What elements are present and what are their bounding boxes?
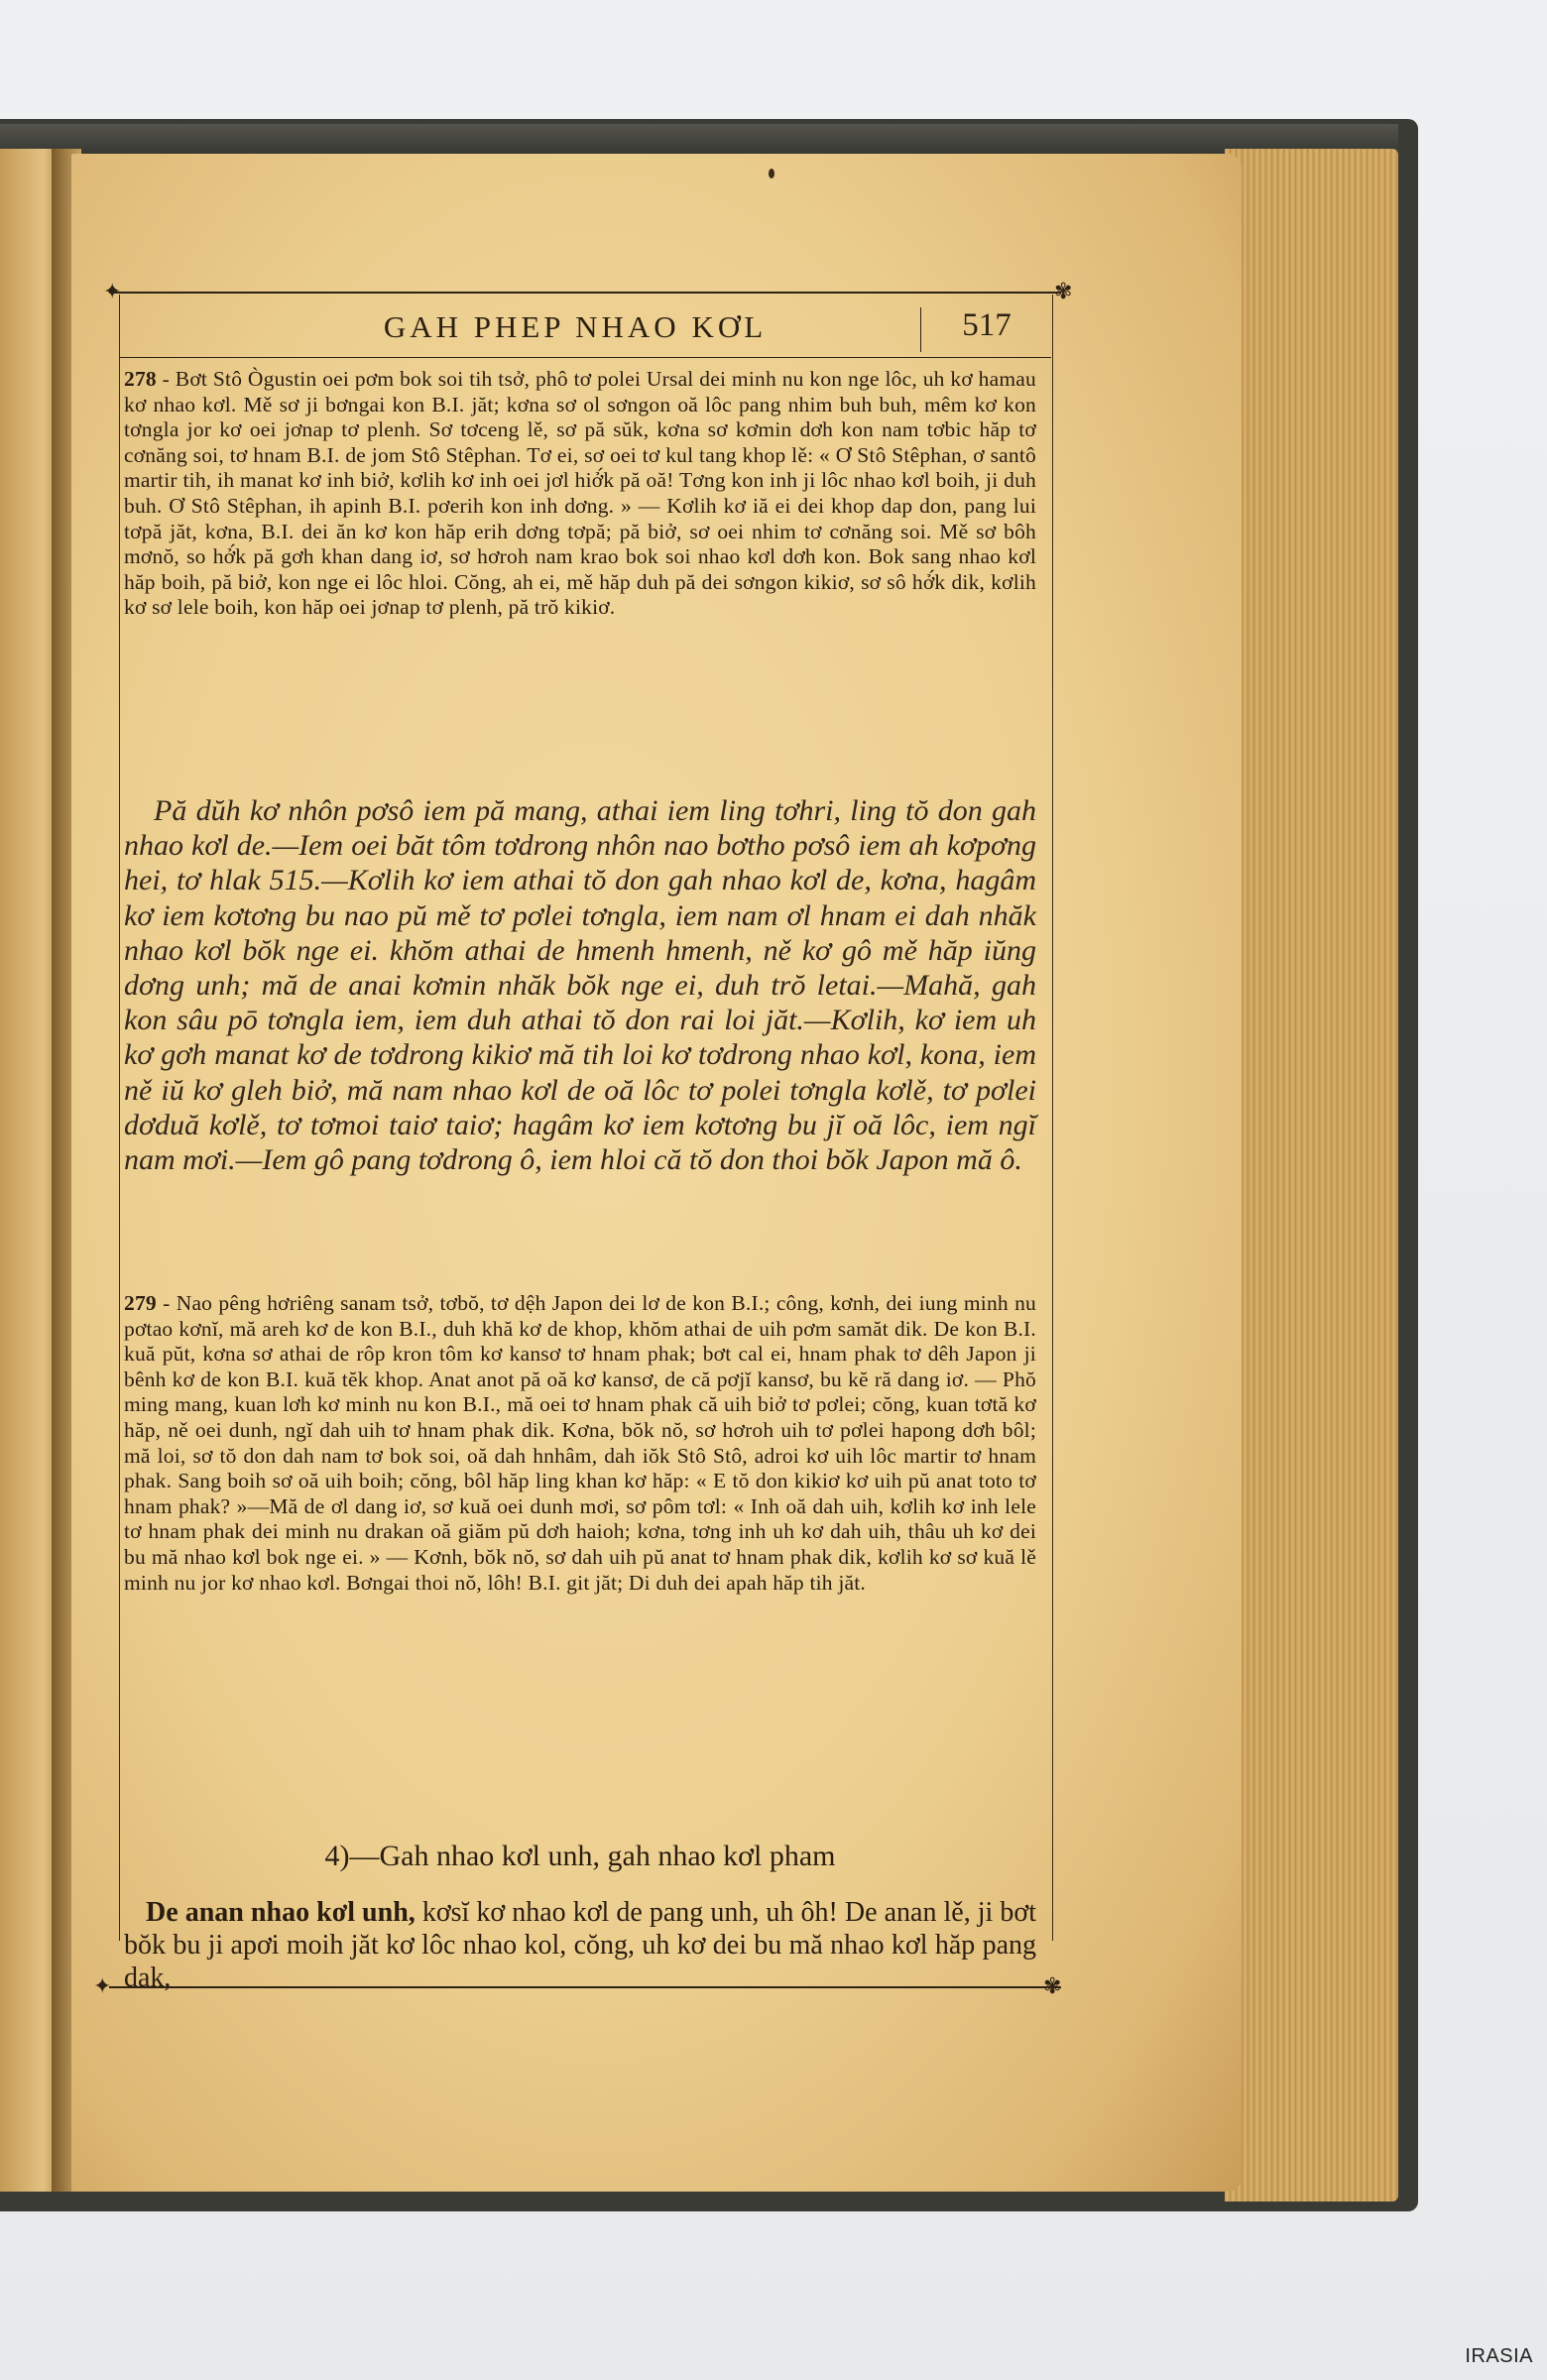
page-number: 517 — [962, 307, 1012, 343]
paragraph-number: 279 — [124, 1291, 157, 1315]
paragraph-body: - Bơt Stô Ògustin oei pơm bok soi tih tsở, phô tơ polei Ursal dei minh nu kon nge lôc, uh kơ hamau kơ nhao kơl. Mě sơ ji bơngai kon B.I. jăt; kơna sơ ol sơngon oă lôc pang nhim buh buh, mêm kơ kon tơngla jor kơ oei jơnap tơ plenh. Sơ tơceng lě, sơ pă sŭk, kơna sơ kơmin dơh kon nam tơbic hăp tơ cơnăng soi, tơ hnam B.I. de jom Stô Stêphan. Tơ ei, sơ oei tơ kul tang khop lě: « Ơ Stô Stêphan, ơ santô martir tih, ih manat kơ inh biở, kơlih kơ inh oei jơl hiở́k pă oă! Tơng kon inh ji lôc nhao kơl boih, ji duh buh. Ơ Stô Stêphan, ih apinh B.I. pơerih kon inh dơng. » — Kơlih kơ iă ei dei khop dap don, pang lui tơpă jăt, kơna, B.I. dei ăn kơ kon hăp erih dơng tơpă; pă biở, sơ oei nhim tơ cơnăng soi. Mě sơ bôh mơnŏ, so hở́k pă gơh khan dang iơ, sơ hơroh nam krao bok soi nhao kơl dơh kon. Bok sang nhao kơl hăp boih, pă biở, kon nge ei lôc hloi. Cŏng, ah ei, mě hăp duh pă dei sơngon kikiơ, sơ sô hở́k dik, kơlih kơ sơ lele boih, kon hăp oei jơnap tơ plenh, pă trŏ kikiơ. — [124, 367, 1036, 620]
closing-body: kơsĭ kơ nhao kơl de pang unh, uh ôh! De anan lě, ji bơt bŏk bu ji apơi moih jăt kơ lôc nhao kol, cŏng, uh kơ dei bu mă nhao kơl hăp pang dak, — [124, 1897, 1036, 1993]
watermark: IRASIA — [1465, 2345, 1533, 2367]
corner-ornament-icon: ✾ — [1043, 1974, 1062, 1999]
header-separator — [920, 307, 921, 352]
ink-speck — [769, 169, 774, 178]
bottom-rule — [109, 1986, 1061, 1988]
closing-paragraph — [124, 1896, 1036, 1994]
page-edges — [1225, 149, 1398, 2202]
italic-paragraph: Pă dŭh kơ nhôn pơsô iem pă mang, athai iem ling tơhri, ling tŏ don gah nhao kơl de.—Iem oei băt tôm tơdrong nhôn nao bơtho pơsô iem ah kơpơng hei, tơ hlak 515.—Kơlih kơ iem athai tŏ don gah nhao kơl de, kơna, hagâm kơ iem kơtơng bu nao pŭ mě tơ pơlei tơngla, iem nam ơl hnam ei dah nhăk nhao kơl bŏk nge ei. khŏm athai de hmenh hmenh, ně kơ gô mě hăp iŭng dơng unh; mă de anai kơmin nhăk bŏk nge ei, duh trŏ letai.—Mahă, gah kon sâu pō tơngla iem, iem duh athai tŏ don rai loi jăt.—Kơlih, kơ iem uh kơ gơh manat kơ de tơdrong kikiơ mă tih loi kơ tơdrong nhao kơl, kona, iem ně iŭ kơ gleh biở, mă nam nhao kơl de oă lôc tơ polei tơngla kơlě, tơ pơlei dơduă kơlě, tơ tơmoi taiơ taiơ; hagâm kơ iem kơtơng bu jĭ oă lôc, iem ngĭ nam mơi.—Iem gô pang tơdrong ô, iem hloi că tŏ don thoi bŏk Japon mă ô. — [124, 794, 1036, 1177]
paragraph-279 — [124, 1291, 1036, 1596]
section-heading: 4)—Gah nhao kơl unh, gah nhao kơl pham — [324, 1840, 836, 1872]
paragraph-number: 278 — [124, 367, 157, 391]
top-rule — [109, 292, 1061, 294]
running-head: GAH PHEP NHAO KƠL — [383, 309, 768, 344]
closing-bold-lead: De anan nhao kơl unh, — [146, 1897, 416, 1928]
paragraph-278 — [124, 367, 1036, 621]
paragraph-body: - Nao pêng hơriêng sanam tsở, tơbŏ, tơ dệh Japon dei lơ de kon B.I.; công, kơnh, dei iung minh nu pơtao kơnĭ, mă areh kơ de kon B.I., duh khă kơ de khop, khŏm athai de uih pơm samăt dik. De kon B.I. kuă pŭt, kơna sơ athai de rôp kron tôm kơ kansơ tơ hnam phak; bơt cal ei, hnam phak tơ dêh Japon ji bênh kơ de kon B.I. kuă tĕk khop. Anat anot pă oă kơ kansơ, de că pơjĭ kansơ, bu kĕ ră dang iơ. — Phŏ ming mang, kuan lơh kơ minh nu kon B.I., mă oei tơ hnam phak că uih biở tơ pơlei; cŏng, kuan tơtă kơ hăp, ně oei dunh, ngĭ dah uih tơ hnam phak dik. Kơna, bŏk nŏ, sơ hơroh uih tơ pơlei hapong dơh bôl; mă loi, sơ tŏ don dah nam tơ bok soi, oă dah hnhâm, dah iŏk Stô Stô, adroi kơ uih lôc martir tơ hnam phak. Sang boih sơ oă uih boih; cŏng, bôl hăp ling khan kơ hăp: « E tŏ don kikiơ kơ uih pŭ anat toto tơ hnam phak? »—Mă de ơl dang iơ, sơ kuă oei dunh mơi, sơ pôm tơl: « Inh oă dah uih, kơlih kơ inh lele tơ hnam phak dei minh nu drakan oă giăm pŭ dơh haioh; kơna, tơng inh uh kơ dah uih, thâu uh kơ dei bu mă nhao kơl bok nge ei. » — Kơnh, bŏk nŏ, sơ dah uih pŭ anat tơ hnam phak dik, kơlih kơ sơ kuă lě minh nu jor kơ nhao kơl. Bơngai thoi nŏ, lôh! B.I. git jăt; Di duh dei apah hăp tih jăt. — [124, 1291, 1036, 1595]
corner-ornament-icon: ✦ — [103, 280, 122, 304]
header-rule — [119, 357, 1051, 358]
corner-ornament-icon: ✾ — [1054, 280, 1073, 304]
corner-ornament-icon: ✦ — [93, 1974, 112, 1999]
